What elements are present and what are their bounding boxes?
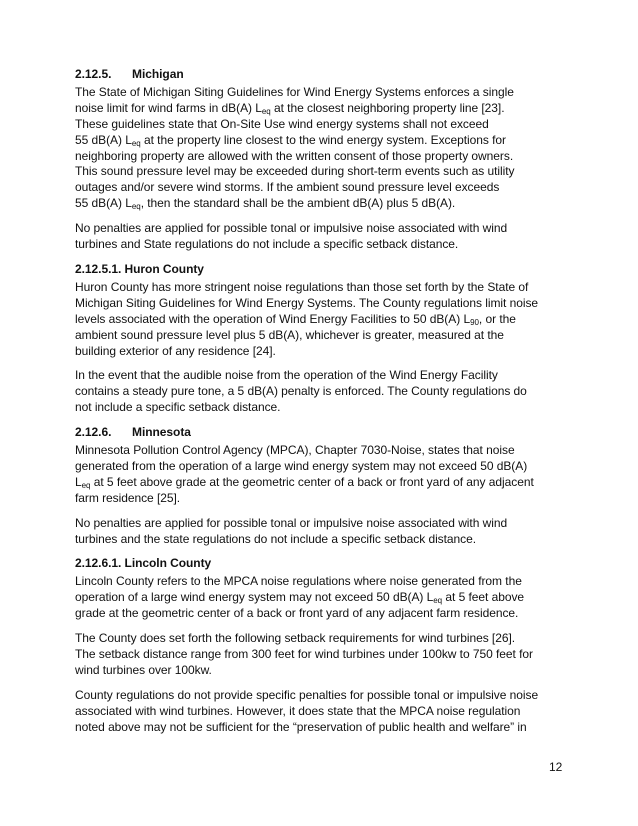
page-body (75, 67, 565, 745)
text-line: turbines and State regulations do not include a specific setback distance. (75, 237, 459, 252)
paragraph-lincoln-limits (75, 574, 565, 622)
text-line: No penalties are applied for possible tonal or impulsive noise associated with wind (75, 515, 508, 530)
text-line: grade at the geometric center of a back or front yard of any adjacent farm residence. (75, 606, 519, 621)
text-line: County regulations do not provide specific penalties for possible tonal or impulsive noise (75, 687, 539, 702)
paragraph-huron-penalties (75, 368, 565, 416)
text-line: turbines and the state regulations do not include a specific setback distance. (75, 531, 477, 546)
text-line: outages and/or severe wind storms. If the ambient sound pressure level exceeds (75, 180, 500, 195)
text-line: Lincoln County refers to the MPCA noise regulations where noise generated from the (75, 574, 522, 589)
text-line: not include a specific setback distance. (75, 400, 281, 415)
text-line: 55 dB(A) $L_{eq}$, then the standard shall be the ambient dB(A) plus 5 dB(A). (75, 196, 456, 212)
section-number: 2.12.6. (75, 425, 112, 440)
paragraph-lincoln-setback (75, 631, 565, 679)
text-line: ambient sound pressure level plus 5 dB(A), whichever is greater, measured at the (75, 327, 504, 342)
text-line: This sound pressure level may be exceeded during short-term events such as utility (75, 164, 515, 179)
text-line: contains a steady pure tone, a 5 dB(A) penalty is enforced. The County regulations do (75, 384, 527, 399)
paragraph-huron-limits (75, 280, 565, 360)
text-line: Michigan Siting Guidelines for Wind Energy Systems. The County regulations limit noise (75, 295, 539, 310)
text-line: neighboring property are allowed with the written consent of those property owners. (75, 148, 514, 163)
text-line: associated with wind turbines. However, it does state that the MPCA noise regulation (75, 703, 521, 718)
section-heading-lincoln-county: 2.12.6.1. Lincoln County (75, 556, 212, 571)
paragraph-michigan-limits (75, 85, 565, 212)
text-line: The State of Michigan Siting Guidelines for Wind Energy Systems enforces a single (75, 84, 514, 99)
text-line: noted above may not be sufficient for the “preservation of public health and welfare” in (75, 719, 527, 734)
text-line: Huron County has more stringent noise regulations than those set forth by the State of (75, 279, 529, 294)
text-line: In the event that the audible noise from the operation of the Wind Energy Facility (75, 368, 498, 383)
section-title: Minnesota (132, 425, 191, 440)
text-line: wind turbines over 100kw. (75, 662, 212, 677)
text-line: levels associated with the operation of Wind Energy Facilities to 50 dB(A) $L_{90}$, or the (75, 311, 516, 327)
text-line: generated from the operation of a large wind energy system may not exceed 50 dB(A) (75, 458, 528, 473)
paragraph-minnesota-penalties (75, 516, 565, 548)
text-line: The County does set forth the following setback requirements for wind turbines [26]. (75, 631, 516, 646)
paragraph-minnesota-limits (75, 443, 565, 507)
text-line: Minnesota Pollution Control Agency (MPCA), Chapter 7030-Noise, states that noise (75, 443, 515, 458)
section-heading-minnesota (75, 425, 565, 441)
text-line: The setback distance range from 300 feet for wind turbines under 100kw to 750 feet for (75, 647, 533, 661)
text-line: farm residence [25]. (75, 490, 181, 505)
text-line: noise limit for wind farms in dB(A) $L_{eq}$ at the closest neighboring property line [23]. (75, 100, 505, 116)
page-number: 12 (549, 760, 563, 774)
text-line: 55 dB(A) $L_{eq}$ at the property line closest to the wind energy system. Exceptions for (75, 132, 506, 148)
section-number: 2.12.5. (75, 67, 112, 81)
paragraph-lincoln-penalties (75, 688, 565, 736)
text-line: building exterior of any residence [24]. (75, 343, 276, 358)
section-title: Michigan (132, 67, 184, 81)
text-line: operation of a large wind energy system may not exceed 50 dB(A) $L_{eq}$ at 5 feet above (75, 590, 525, 606)
section-heading-michigan (75, 67, 565, 83)
text-line: These guidelines state that On-Site Use wind energy systems shall not exceed (75, 116, 489, 131)
text-line: No penalties are applied for possible tonal or impulsive noise associated with wind (75, 221, 508, 236)
paragraph-michigan-penalties (75, 221, 565, 253)
text-line: $L_{eq}$ at 5 feet above grade at the geometric center of a back or front yard of any adjacent (75, 474, 534, 490)
section-heading-huron-county: 2.12.5.1. Huron County (75, 261, 204, 276)
